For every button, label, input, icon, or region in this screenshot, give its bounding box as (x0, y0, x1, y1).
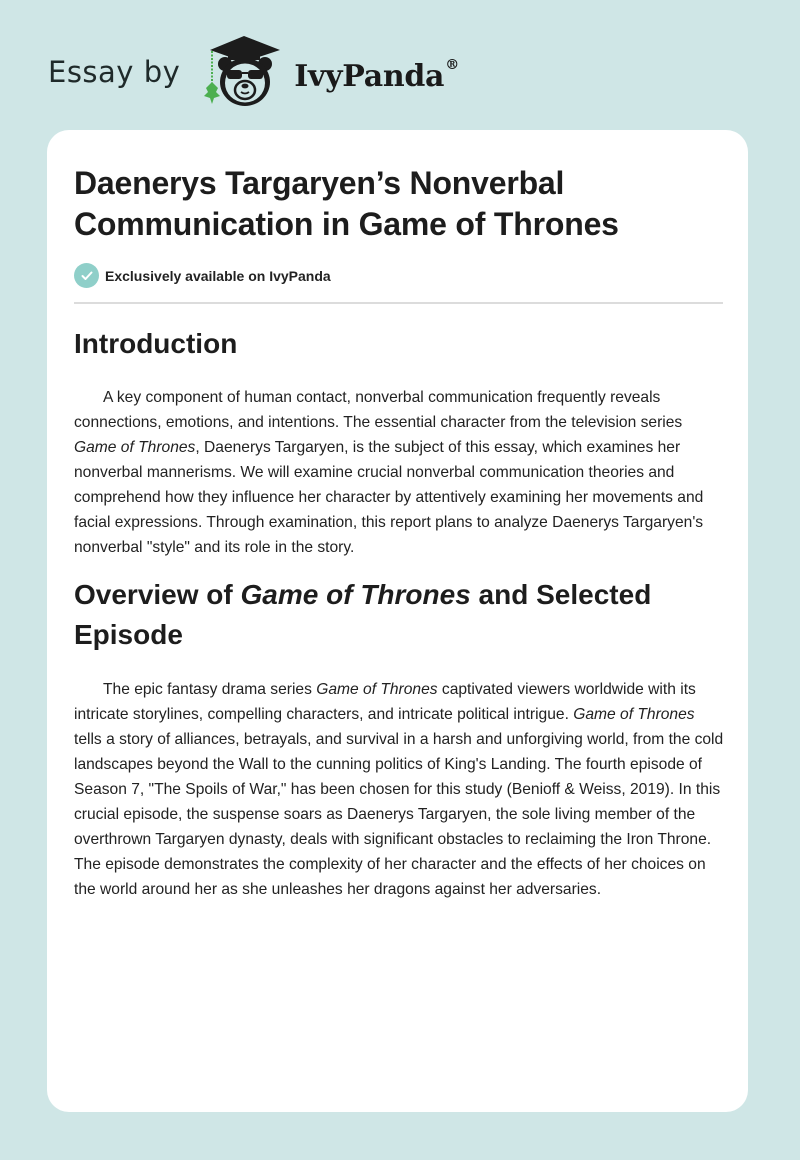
essay-title: Daenerys Targaryen’s Nonverbal Communication in Game of Thrones (74, 165, 619, 242)
exclusive-label: Exclusively available on IvyPanda (105, 267, 331, 284)
section-heading-introduction: Introduction (74, 328, 238, 359)
exclusive-badge (74, 263, 331, 288)
site-header (48, 36, 459, 108)
brand-name[interactable]: IvyPanda® (294, 56, 459, 94)
series-title: Game of Thrones (316, 681, 438, 698)
title-divider (74, 302, 723, 304)
essay-card (47, 130, 748, 1112)
panda-graduate-icon[interactable] (198, 34, 290, 110)
series-title: Game of Thrones (573, 706, 695, 723)
series-title: Game of Thrones (74, 439, 196, 456)
overview-paragraph: The epic fantasy drama series Game of Thrones captivated viewers worldwide with its intricate storylines, compelling characters, and intricate political intrigue. Game of Thrones tells a story of alliances, betrayals, and survival in a harsh and unforgiving world, from the cold landscapes beyond the Wall to the cunning politics of King's Landing. The fourth episode of Season 7, "The Spoils of War," has been chosen for this study (Benioff & Weiss, 2019). In this crucial episode, the suspense soars as Daenerys Targaryen, the sole living member of the overthrown Targaryen dynasty, deals with significant obstacles to reclaiming the Iron Throne. The episode demonstrates the complexity of her character and the effects of her choices on the world around her as she unleashes her dragons against her adversaries. (74, 681, 724, 898)
check-circle-icon (74, 263, 99, 288)
section-heading-overview: Overview of Game of Thrones and Selected Episode (74, 579, 652, 650)
introduction-paragraph: A key component of human contact, nonverbal communication frequently reveals connections, emotions, and intentions. The essential character from the television series Game of Thrones, Daenerys Targaryen, is the subject of this essay, which examines her nonverbal mannerisms. We will examine crucial nonverbal communication theories and comprehend how they influence her character by attentively examining her movements and facial expressions. Through examination, this report plans to analyze Daenerys Targaryen's nonverbal "style" and its role in the story. (74, 389, 704, 556)
essay-by-label: Essay by (48, 55, 181, 89)
